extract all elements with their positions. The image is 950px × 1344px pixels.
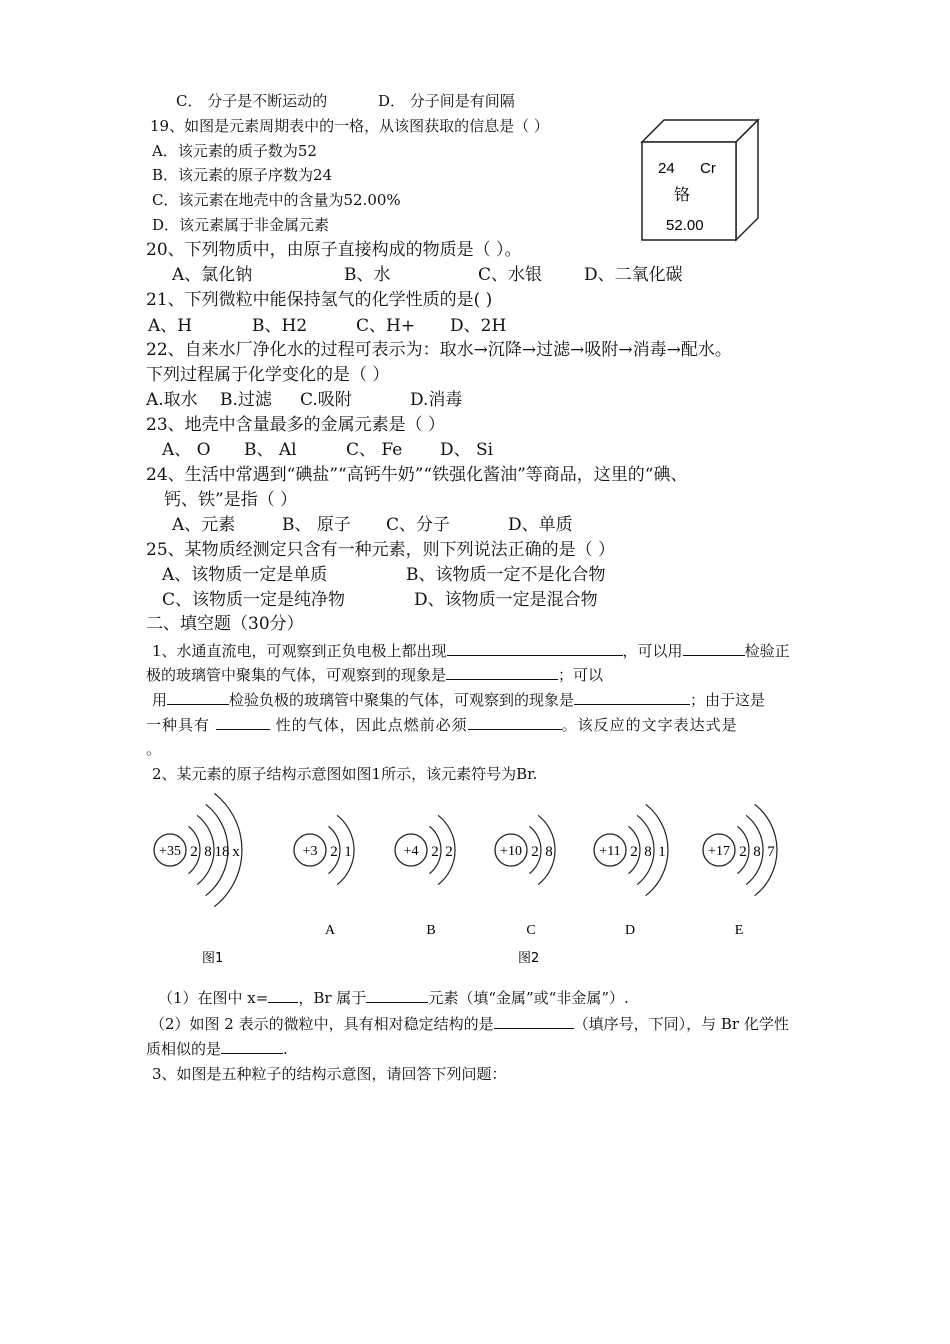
atom-diagram-D xyxy=(594,804,668,938)
f1-blank-3[interactable] xyxy=(446,665,558,680)
f2-sub2-text-3: 质相似的是 xyxy=(146,1040,222,1058)
f1-blank-5[interactable] xyxy=(574,690,690,705)
shell-electron-count: 7 xyxy=(767,844,775,860)
f1-line5: 。 xyxy=(146,740,162,758)
shell-electron-count: 8 xyxy=(204,844,212,860)
diagram-label: C xyxy=(526,923,536,938)
shell-electron-count: 2 xyxy=(445,844,453,860)
q20-stem: 20、下列物质中，由原子直接构成的物质是（ ）。 xyxy=(146,240,522,260)
f1-line2 xyxy=(146,665,603,684)
shell-electron-count: 18 xyxy=(214,844,230,860)
f1-text-8: ；由于这是 xyxy=(690,691,766,709)
nucleus-charge: +11 xyxy=(599,844,621,859)
shell-electron-count: 1 xyxy=(658,844,666,860)
q23-option-c: C、 Fe xyxy=(346,440,403,460)
f2-sub2-text-2: （填序号，下同），与 Br 化学性 xyxy=(573,1015,789,1033)
f2-sub2-line1 xyxy=(150,1014,789,1033)
section-title: 二、填空题（30分） xyxy=(146,614,304,634)
q20-option-d: D、二氧化碳 xyxy=(584,265,683,285)
q19-option-d: D．该元素属于非金属元素 xyxy=(152,216,330,234)
q24-stem-line2: 钙、铁”是指（ ） xyxy=(164,490,298,510)
diagram-label: E xyxy=(734,923,744,938)
f2-sub1 xyxy=(158,988,629,1007)
shell-electron-count: 8 xyxy=(545,844,553,860)
f2-sub2-text-4: . xyxy=(283,1040,288,1058)
shell-electron-count: x xyxy=(232,844,240,860)
periodic-table-cell xyxy=(640,118,760,244)
diagram-label: D xyxy=(624,923,636,938)
q20-option-b: B、水 xyxy=(344,265,391,285)
shell-electron-count: 2 xyxy=(630,844,638,860)
f1-line1 xyxy=(152,641,790,660)
shell-electron-count: 8 xyxy=(753,844,761,860)
q23-option-d: D、 Si xyxy=(440,440,494,460)
q22-stem-line1: 22、自来水厂净化水的过程可表示为：取水→沉降→过滤→吸附→消毒→配水。 xyxy=(146,340,732,360)
f3-stem: 3、如图是五种粒子的结构示意图，请回答下列问题： xyxy=(152,1065,507,1083)
cell-atomic-number: 24 xyxy=(658,160,675,177)
figure-1-caption: 图1 xyxy=(202,951,224,966)
q21-option-c: C、H+ xyxy=(356,316,416,336)
f1-text-4: 极的玻璃管中聚集的气体，可观察到的现象是 xyxy=(146,666,447,684)
atom-diagram-br xyxy=(154,793,242,906)
q22-stem-line2: 下列过程属于化学变化的是（ ） xyxy=(146,365,390,385)
q22-option-a: A.取水 xyxy=(146,390,198,410)
f2-stem: 2、某元素的原子结构示意图如图1所示，该元素符号为Br. xyxy=(152,765,538,783)
nucleus-charge: +17 xyxy=(708,844,730,859)
f1-text-9: 一种具有 xyxy=(146,716,211,734)
f2-sub1-text-3: 元素（填“金属”或“非金属”）. xyxy=(428,989,629,1007)
nucleus-charge: +4 xyxy=(403,844,419,859)
q22-option-d: D.消毒 xyxy=(410,390,463,410)
f2-blank-similar[interactable] xyxy=(221,1039,283,1054)
q24-option-a: A、元素 xyxy=(172,515,236,535)
f1-line3 xyxy=(152,690,765,709)
f2-blank-type[interactable] xyxy=(366,988,428,1003)
q24-option-b: B、 原子 xyxy=(282,515,351,535)
shell-electron-count: 8 xyxy=(644,844,652,860)
f2-sub1-text-2: ，Br 属于 xyxy=(298,989,367,1007)
diagram-label: A xyxy=(324,923,336,938)
f1-text-11: 。该反应的文字表达式是 xyxy=(561,716,738,734)
f2-sub2-line2 xyxy=(146,1039,288,1058)
q19-stem: 19、如图是元素周期表中的一格，从该图获取的信息是（ ） xyxy=(150,117,549,135)
q18-option-c: C． 分子是不断运动的 xyxy=(176,92,328,110)
shell-electron-count: 2 xyxy=(330,844,338,860)
q23-option-a: A、 O xyxy=(162,440,211,460)
atom-diagram-A xyxy=(294,815,354,938)
q19-option-a: A．该元素的质子数为52 xyxy=(152,142,317,160)
f2-sub1-text-1: （1）在图中 x= xyxy=(158,989,269,1007)
nucleus-charge: +3 xyxy=(302,844,318,859)
q24-option-d: D、单质 xyxy=(508,515,573,535)
f2-blank-x[interactable] xyxy=(268,988,298,1003)
f1-blank-7[interactable] xyxy=(468,715,562,730)
cell-symbol: Cr xyxy=(700,160,716,177)
cell-atomic-mass: 52.00 xyxy=(666,217,704,234)
shell-electron-count: 2 xyxy=(531,844,539,860)
q24-option-c: C、分子 xyxy=(386,515,451,535)
f1-text-3: 检验正 xyxy=(744,642,790,660)
nucleus-charge: +35 xyxy=(159,844,181,859)
f1-text-1: 1、水通直流电，可观察到正负电极上都出现 xyxy=(152,642,447,660)
f1-text-6: 用 xyxy=(152,691,168,709)
f1-line4 xyxy=(146,715,738,734)
q25-stem: 25、某物质经测定只含有一种元素，则下列说法正确的是（ ） xyxy=(146,540,616,560)
q21-option-b: B、H2 xyxy=(252,316,308,336)
q21-option-a: A、H xyxy=(148,316,193,336)
f1-blank-4[interactable] xyxy=(167,690,229,705)
atom-diagram-E xyxy=(703,804,777,938)
q25-option-a: A、该物质一定是单质 xyxy=(162,565,328,585)
atom-diagram-B xyxy=(395,815,455,938)
f1-text-10: 性的气体，因此点燃前必须 xyxy=(275,716,468,734)
q19-option-b: B．该元素的原子序数为24 xyxy=(152,166,333,184)
q20-option-c: C、水银 xyxy=(478,265,543,285)
nucleus-charge: +10 xyxy=(500,844,522,859)
f2-sub2-text-1: （2）如图 2 表示的微粒中，具有相对稳定结构的是 xyxy=(150,1015,494,1033)
cell-element-name: 铬 xyxy=(674,185,691,204)
q23-option-b: B、 Al xyxy=(244,440,297,460)
shell-electron-count: 2 xyxy=(190,844,198,860)
shell-electron-count: 1 xyxy=(344,844,352,860)
q20-option-a: A、氯化钠 xyxy=(172,265,253,285)
q23-stem: 23、地壳中含量最多的金属元素是（ ） xyxy=(146,415,446,435)
q21-stem: 21、下列微粒中能保持氢气的化学性质的是( ) xyxy=(146,290,493,310)
q22-option-b: B.过滤 xyxy=(220,390,272,410)
f1-blank-1[interactable] xyxy=(447,641,623,656)
f1-text-7: 检验负极的玻璃管中聚集的气体，可观察到的现象是 xyxy=(229,691,575,709)
q25-option-b: B、该物质一定不是化合物 xyxy=(406,565,606,585)
q18-option-d: D． 分子间是有间隔 xyxy=(378,92,515,110)
f2-blank-stable[interactable] xyxy=(494,1014,574,1029)
q22-option-c: C.吸附 xyxy=(300,390,352,410)
f1-text-2: ，可以用 xyxy=(622,642,683,660)
q21-option-d: D、2H xyxy=(450,316,507,336)
shell-electron-count: 2 xyxy=(431,844,439,860)
q25-option-d: D、该物质一定是混合物 xyxy=(414,590,598,610)
q24-stem-line1: 24、生活中常遇到“碘盐”“高钙牛奶”“铁强化酱油”等商品，这里的“碘、 xyxy=(146,465,688,485)
f1-blank-2[interactable] xyxy=(683,641,745,656)
figure-2-caption: 图2 xyxy=(518,951,540,966)
shell-electron-count: 2 xyxy=(739,844,747,860)
diagram-label: B xyxy=(426,923,436,938)
f1-blank-6[interactable] xyxy=(216,715,270,730)
q25-option-c: C、该物质一定是纯净物 xyxy=(162,590,346,610)
atom-structure-diagrams xyxy=(148,788,808,968)
f1-text-5: ；可以 xyxy=(558,666,604,684)
atom-diagram-C xyxy=(495,815,555,938)
q19-option-c: C．该元素在地壳中的含量为52.00% xyxy=(152,191,401,209)
